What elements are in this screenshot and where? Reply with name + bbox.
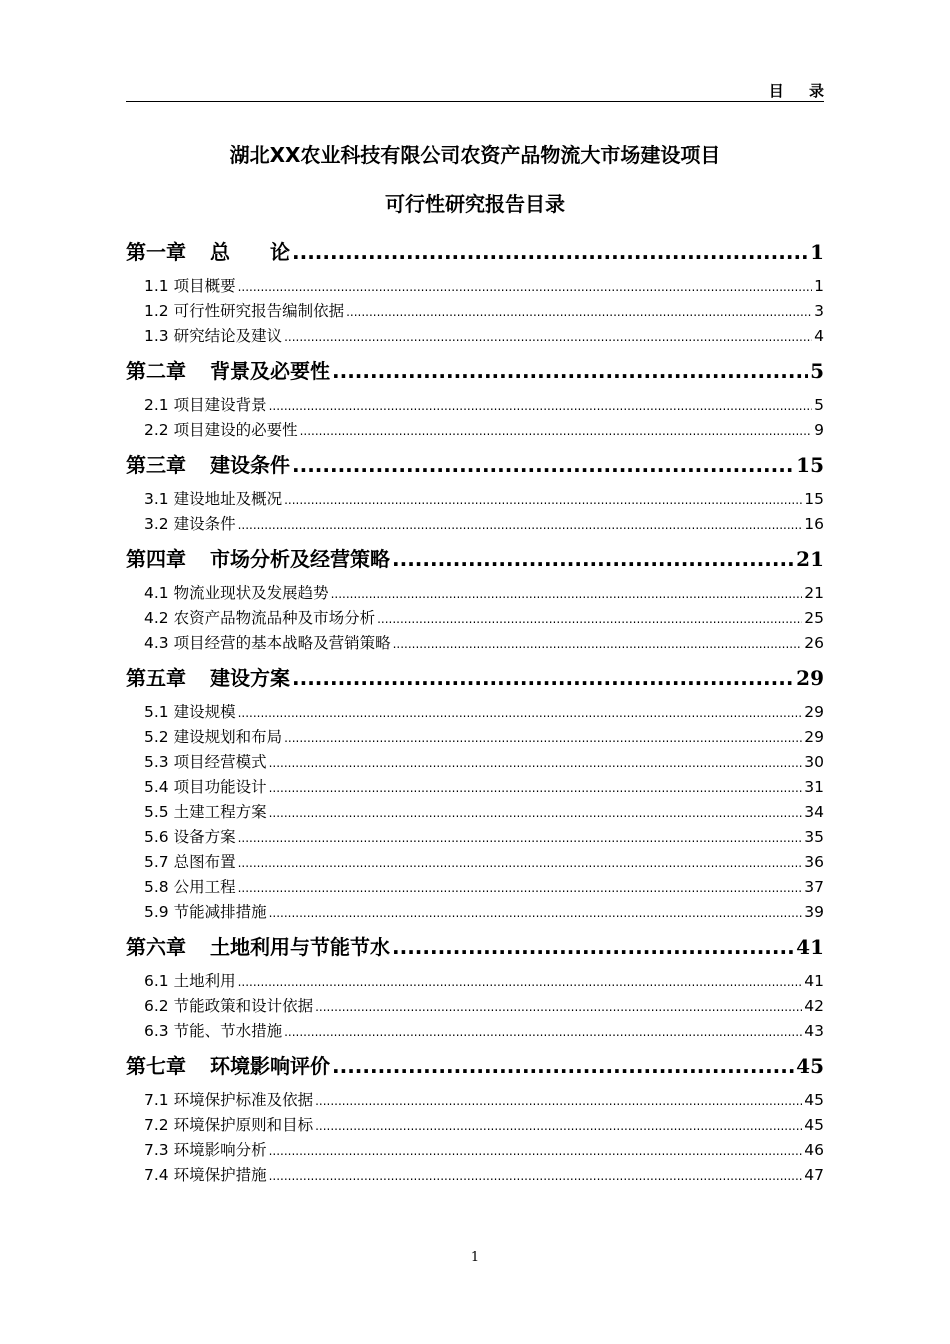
toc-chapter-entry[interactable] xyxy=(126,662,824,692)
dot-leader xyxy=(315,1119,802,1133)
toc-section-entry[interactable] xyxy=(126,1088,824,1113)
running-header: 目 录 xyxy=(768,82,834,100)
dot-leader xyxy=(269,906,803,920)
section-title: 1.1 项目概要 xyxy=(144,277,236,295)
toc-section-entry[interactable] xyxy=(126,393,824,418)
chapter-number: 第二章 xyxy=(126,359,186,383)
toc-section-entry[interactable] xyxy=(126,800,824,825)
chapter-page-number: 29 xyxy=(796,666,824,690)
section-title: 5.7 总图布置 xyxy=(144,853,236,871)
chapter-number: 第五章 xyxy=(126,666,186,690)
section-title: 3.2 建设条件 xyxy=(144,515,236,533)
section-page-number: 43 xyxy=(804,1022,824,1040)
section-page-number: 41 xyxy=(804,972,824,990)
chapter-page-number: 5 xyxy=(810,359,824,383)
toc-section-entry[interactable] xyxy=(126,994,824,1019)
section-page-number: 31 xyxy=(804,778,824,796)
section-title: 2.1 项目建设背景 xyxy=(144,396,267,414)
dot-leader xyxy=(315,1094,802,1108)
section-page-number: 29 xyxy=(804,728,824,746)
toc-section-entry[interactable] xyxy=(126,487,824,512)
section-title: 7.3 环境影响分析 xyxy=(144,1141,267,1159)
section-title: 5.2 建设规划和布局 xyxy=(144,728,283,746)
section-page-number: 39 xyxy=(804,903,824,921)
section-page-number: 5 xyxy=(814,396,824,414)
section-page-number: 45 xyxy=(804,1091,824,1109)
section-page-number: 4 xyxy=(814,327,824,345)
dot-leader xyxy=(393,637,803,651)
toc-section-entry[interactable] xyxy=(126,631,824,656)
toc-section-entry[interactable] xyxy=(126,775,824,800)
section-title: 6.2 节能政策和设计依据 xyxy=(144,997,314,1015)
header-divider xyxy=(126,101,824,102)
toc-section-entry[interactable] xyxy=(126,850,824,875)
toc-section-entry[interactable] xyxy=(126,750,824,775)
dot-leader xyxy=(238,975,803,989)
document-title: 湖北XX农业科技有限公司农资产品物流大市场建设项目 xyxy=(229,143,721,167)
section-page-number: 16 xyxy=(804,515,824,533)
dot-leader xyxy=(332,359,808,383)
section-page-number: 36 xyxy=(804,853,824,871)
chapter-number: 第六章 xyxy=(126,935,186,959)
toc-section-entry[interactable] xyxy=(126,969,824,994)
toc-chapter-entry[interactable] xyxy=(126,1050,824,1080)
dot-leader xyxy=(331,587,803,601)
toc-section-entry[interactable] xyxy=(126,581,824,606)
toc-chapter-entry[interactable] xyxy=(126,236,824,266)
section-page-number: 21 xyxy=(804,584,824,602)
chapter-number: 第一章 xyxy=(126,240,186,264)
section-page-number: 1 xyxy=(814,277,824,295)
section-page-number: 3 xyxy=(814,302,824,320)
dot-leader xyxy=(238,706,803,720)
dot-leader xyxy=(315,1000,802,1014)
dot-leader xyxy=(292,453,794,477)
dot-leader xyxy=(377,612,802,626)
chapter-number: 第四章 xyxy=(126,547,186,571)
dot-leader xyxy=(284,1025,802,1039)
chapter-page-number: 45 xyxy=(796,1054,824,1078)
section-title: 5.4 项目功能设计 xyxy=(144,778,267,796)
section-page-number: 35 xyxy=(804,828,824,846)
section-page-number: 47 xyxy=(804,1166,824,1184)
chapter-page-number: 15 xyxy=(796,453,824,477)
dot-leader xyxy=(238,881,803,895)
section-page-number: 46 xyxy=(804,1141,824,1159)
chapter-title: 建设方案 xyxy=(210,666,290,690)
dot-leader xyxy=(284,493,802,507)
toc-section-list xyxy=(126,487,824,537)
section-title: 4.2 农资产品物流品种及市场分析 xyxy=(144,609,376,627)
toc-section-entry[interactable] xyxy=(126,512,824,537)
toc-chapter-entry[interactable] xyxy=(126,931,824,961)
section-page-number: 26 xyxy=(804,634,824,652)
chapter-title: 背景及必要性 xyxy=(210,359,330,383)
chapter-page-number: 21 xyxy=(796,547,824,571)
section-page-number: 37 xyxy=(804,878,824,896)
dot-leader xyxy=(269,399,813,413)
toc-section-list xyxy=(126,700,824,925)
section-title: 6.3 节能、节水措施 xyxy=(144,1022,283,1040)
section-title: 6.1 土地利用 xyxy=(144,972,236,990)
dot-leader xyxy=(269,1169,803,1183)
dot-leader xyxy=(346,305,812,319)
dot-leader xyxy=(392,547,794,571)
dot-leader xyxy=(300,424,813,438)
section-page-number: 30 xyxy=(804,753,824,771)
dot-leader xyxy=(269,781,803,795)
section-title: 4.1 物流业现状及发展趋势 xyxy=(144,584,329,602)
toc-section-entry[interactable] xyxy=(126,825,824,850)
chapter-title: 建设条件 xyxy=(210,453,290,477)
toc-section-entry[interactable] xyxy=(126,900,824,925)
section-page-number: 15 xyxy=(804,490,824,508)
dot-leader xyxy=(238,518,803,532)
toc-section-entry[interactable] xyxy=(126,606,824,631)
toc-section-entry[interactable] xyxy=(126,1163,824,1188)
toc-section-entry[interactable] xyxy=(126,274,824,299)
toc-section-entry[interactable] xyxy=(126,1113,824,1138)
section-page-number: 9 xyxy=(814,421,824,439)
dot-leader xyxy=(238,856,803,870)
section-title: 5.8 公用工程 xyxy=(144,878,236,896)
toc-section-entry[interactable] xyxy=(126,1138,824,1163)
dot-leader xyxy=(292,666,794,690)
toc-section-list xyxy=(126,581,824,656)
toc-section-entry[interactable] xyxy=(126,1019,824,1044)
dot-leader xyxy=(392,935,794,959)
toc-section-list xyxy=(126,393,824,443)
section-title: 5.5 土建工程方案 xyxy=(144,803,267,821)
section-page-number: 42 xyxy=(804,997,824,1015)
dot-leader xyxy=(284,330,812,344)
toc-section-entry[interactable] xyxy=(126,725,824,750)
chapter-page-number: 41 xyxy=(796,935,824,959)
toc-section-entry[interactable] xyxy=(126,700,824,725)
toc-chapter-entry[interactable] xyxy=(126,543,824,573)
toc-section-entry[interactable] xyxy=(126,324,824,349)
page-number: 1 xyxy=(470,1250,480,1265)
dot-leader xyxy=(284,731,802,745)
section-title: 1.2 可行性研究报告编制依据 xyxy=(144,302,345,320)
toc-section-entry[interactable] xyxy=(126,418,824,443)
dot-leader xyxy=(269,756,803,770)
toc-section-list xyxy=(126,274,824,349)
section-page-number: 45 xyxy=(804,1116,824,1134)
dot-leader xyxy=(292,240,808,264)
section-title: 7.1 环境保护标准及依据 xyxy=(144,1091,314,1109)
dot-leader xyxy=(238,831,803,845)
toc-section-entry[interactable] xyxy=(126,875,824,900)
section-title: 5.6 设备方案 xyxy=(144,828,236,846)
document-subtitle: 可行性研究报告目录 xyxy=(385,192,565,216)
chapter-title: 市场分析及经营策略 xyxy=(210,547,390,571)
toc-section-list xyxy=(126,969,824,1044)
chapter-page-number: 1 xyxy=(810,240,824,264)
dot-leader xyxy=(269,806,803,820)
chapter-number: 第七章 xyxy=(126,1054,186,1078)
dot-leader xyxy=(269,1144,803,1158)
dot-leader xyxy=(332,1054,794,1078)
section-title: 5.1 建设规模 xyxy=(144,703,236,721)
section-page-number: 34 xyxy=(804,803,824,821)
chapter-number: 第三章 xyxy=(126,453,186,477)
toc-chapter-entry[interactable] xyxy=(126,355,824,385)
section-title: 7.2 环境保护原则和目标 xyxy=(144,1116,314,1134)
toc-section-entry[interactable] xyxy=(126,299,824,324)
section-title: 3.1 建设地址及概况 xyxy=(144,490,283,508)
toc-chapter-entry[interactable] xyxy=(126,449,824,479)
section-title: 2.2 项目建设的必要性 xyxy=(144,421,298,439)
section-page-number: 29 xyxy=(804,703,824,721)
section-page-number: 25 xyxy=(804,609,824,627)
section-title: 7.4 环境保护措施 xyxy=(144,1166,267,1184)
section-title: 5.9 节能减排措施 xyxy=(144,903,267,921)
toc-section-list xyxy=(126,1088,824,1188)
section-title: 4.3 项目经营的基本战略及营销策略 xyxy=(144,634,391,652)
table-of-contents xyxy=(126,236,824,1192)
chapter-title: 总 论 xyxy=(210,240,290,264)
chapter-title: 土地利用与节能节水 xyxy=(210,935,390,959)
section-title: 5.3 项目经营模式 xyxy=(144,753,267,771)
chapter-title: 环境影响评价 xyxy=(210,1054,330,1078)
section-title: 1.3 研究结论及建议 xyxy=(144,327,283,345)
dot-leader xyxy=(238,280,813,294)
